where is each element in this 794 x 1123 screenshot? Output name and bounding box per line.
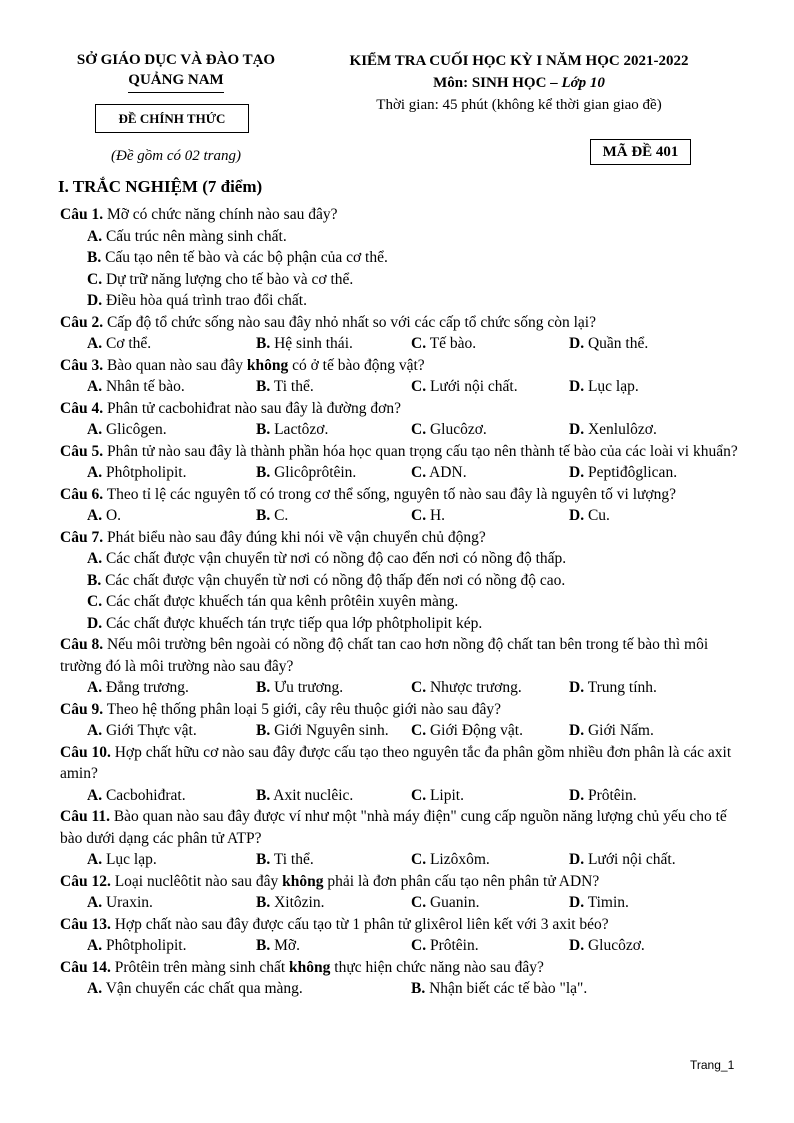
option-6a: A. O. <box>87 507 122 524</box>
options-row <box>58 720 748 742</box>
pages-note: (Đề gồm có 02 trang) <box>111 148 241 164</box>
question-10: Câu 10. Hợp chất hữu cơ nào sau đây được cấu tạo theo nguyên tắc đa phân gồm nhiều đơn phân là các axit amin? A. Cacbohiđrat. B. Axit nuclêic. C. Lipit. D. Prôtêin. <box>58 742 748 807</box>
options-row <box>58 677 748 699</box>
option-7d: D. Các chất được khuếch tán trực tiếp qua lớp phôtpholipit kép. <box>87 614 483 632</box>
option-2a: A. Cơ thể. <box>87 335 152 352</box>
question-7: Câu 7. Phát biểu nào sau đây đúng khi nói về vận chuyển chủ động? A. Các chất được vận chuyển từ nơi có nồng độ cao đến nơi có nồng độ thấp. B. Các chất được vận chuyển từ nơi có nồng độ thấp đến nơi có nồng độ cao. C. Các chất được khuếch tán qua kênh prôtêin xuyên màng. D. Các chất được khuếch tán trực tiếp qua lớp phôtpholipit kép. <box>58 527 748 635</box>
option-6d: D. Cu. <box>569 507 610 524</box>
option-7a: A. Các chất được vận chuyển từ nơi có nồng độ cao đến nơi có nồng độ thấp. <box>87 550 567 567</box>
option-9c: C. Giới Động vật. <box>411 722 523 739</box>
question-2: Câu 2. Cấp độ tổ chức sống nào sau đây nhỏ nhất so với các cấp tổ chức sống còn lại? A. Cơ thể. B. Hệ sinh thái. C. Tế bào. D. Quần thể. <box>58 312 748 355</box>
exam-subject: Môn: SINH HỌC – Lớp 10 <box>433 75 605 91</box>
question-5: Câu 5. Phân tử nào sau đây là thành phần hóa học quan trọng cấu tạo nên thành tế bào của các loài vi khuẩn? A. Phôtpholipit. B. Glicôprôtêin. C. ADN. D. Peptiđôglican. <box>58 441 748 484</box>
option-8a: A. Đẳng trương. <box>87 679 189 696</box>
option-3d: D. Lục lạp. <box>569 378 639 395</box>
options-row <box>58 978 748 1000</box>
option-1b: B. Cấu tạo nên tế bào và các bộ phận của cơ thể. <box>87 249 388 266</box>
options-row <box>58 935 748 957</box>
official-exam-box: ĐỀ CHÍNH THỨC <box>95 104 249 133</box>
question-11: Câu 11. Bào quan nào sau đây được ví như một "nhà máy điện" cung cấp nguồn năng lượng chủ yếu cho tế bào dưới dạng các phân tử ATP? A. Lục lạp. B. Ti thể. C. Lizôxôm. D. Lưới nội chất. <box>58 806 748 871</box>
option-6b: B. C. <box>256 507 289 524</box>
option-2b: B. Hệ sinh thái. <box>256 335 353 352</box>
option-11c: C. Lizôxôm. <box>411 851 490 868</box>
option-12c: C. Guanin. <box>411 894 480 911</box>
question-list <box>58 204 748 1000</box>
option-10a: A. Cacbohiđrat. <box>87 786 186 804</box>
exam-title: KIỂM TRA CUỐI HỌC KỲ I NĂM HỌC 2021-2022 <box>349 53 689 69</box>
question-4: Câu 4. Phân tử cacbohiđrat nào sau đây là đường đơn? A. Glicôgen. B. Lactôzơ. C. Glucôzơ. D. Xenlulôzơ. <box>58 398 748 441</box>
exam-code-box: MÃ ĐỀ 401 <box>590 139 691 165</box>
option-10d: D. Prôtêin. <box>569 786 637 804</box>
option-5b: B. Glicôprôtêin. <box>256 464 357 481</box>
option-1d: D. Điều hòa quá trình trao đổi chất. <box>87 292 307 309</box>
option-4c: C. Glucôzơ. <box>411 421 487 438</box>
options-row <box>58 785 748 807</box>
option-11a: A. Lục lạp. <box>87 851 157 868</box>
department-name: SỞ GIÁO DỤC VÀ ĐÀO TẠO <box>76 52 276 68</box>
option-13a: A. Phôtpholipit. <box>87 937 187 954</box>
question-3: Câu 3. Bào quan nào sau đây không có ở tế bào động vật? A. Nhân tế bào. B. Ti thể. C. Lưới nội chất. D. Lục lạp. <box>58 355 748 398</box>
option-4a: A. Glicôgen. <box>87 421 167 438</box>
option-1a: A. Cấu trúc nên màng sinh chất. <box>87 227 287 245</box>
option-9a: A. Giới Thực vật. <box>87 722 197 739</box>
question-6: Câu 6. Theo tỉ lệ các nguyên tố có trong cơ thể sống, nguyên tố nào sau đây là nguyên tố vi lượng? A. O. B. C. C. H. D. Cu. <box>58 484 748 527</box>
option-7b: B. Các chất được vận chuyển từ nơi có nồng độ thấp đến nơi có nồng độ cao. <box>87 571 566 589</box>
question-13: Câu 13. Hợp chất nào sau đây được cấu tạo từ 1 phân tử glixêrol liên kết với 3 axit béo? A. Phôtpholipit. B. Mỡ. C. Prôtêin. D. Glucôzơ. <box>58 914 748 957</box>
options-row <box>58 376 748 398</box>
options-row <box>58 462 748 484</box>
option-5d: D. Peptiđôglican. <box>569 464 678 481</box>
options-row <box>58 419 748 441</box>
options-row <box>58 892 748 914</box>
option-8d: D. Trung tính. <box>569 679 657 696</box>
option-9b: B. Giới Nguyên sinh. <box>256 722 389 739</box>
page-number: Trang_1 <box>690 1058 735 1072</box>
option-12d: D. Timin. <box>569 894 629 911</box>
option-2c: C. Tế bào. <box>411 335 477 352</box>
province-name: QUẢNG NAM <box>128 70 223 93</box>
question-12: Câu 12. Loại nuclêôtit nào sau đây không phải là đơn phân cấu tạo nên phân tử ADN? A. Uraxin. B. Xitôzin. C. Guanin. D. Timin. <box>58 871 748 914</box>
option-3a: A. Nhân tế bào. <box>87 378 185 395</box>
option-11d: D. Lưới nội chất. <box>569 851 676 868</box>
option-6c: C. H. <box>411 507 446 524</box>
option-3b: B. Ti thể. <box>256 378 314 395</box>
option-1c: C. Dự trữ năng lượng cho tế bào và cơ thể. <box>87 270 354 288</box>
option-3c: C. Lưới nội chất. <box>411 378 518 395</box>
section-title: I. TRẮC NGHIỆM (7 điểm) <box>58 177 263 196</box>
option-8c: C. Nhược trương. <box>411 679 522 696</box>
option-5c: C. ADN. <box>411 464 467 481</box>
options-row <box>58 505 748 527</box>
department-header <box>56 50 296 93</box>
option-9d: D. Giới Nấm. <box>569 722 654 739</box>
options-row <box>58 849 748 871</box>
option-8b: B. Ưu trương. <box>256 679 344 696</box>
exam-time: Thời gian: 45 phút (không kể thời gian giao đề) <box>376 97 662 113</box>
option-4b: B. Lactôzơ. <box>256 421 329 438</box>
option-13c: C. Prôtêin. <box>411 937 479 954</box>
option-7c: C. Các chất được khuếch tán qua kênh prôtêin xuyên màng. <box>87 593 459 610</box>
option-10c: C. Lipit. <box>411 786 464 804</box>
exam-header <box>300 50 738 116</box>
option-10b: B. Axit nuclêic. <box>256 786 354 804</box>
option-12a: A. Uraxin. <box>87 894 153 911</box>
option-5a: A. Phôtpholipit. <box>87 464 187 481</box>
option-12b: B. Xitôzin. <box>256 894 325 911</box>
option-14a: A. Vận chuyển các chất qua màng. <box>87 980 303 997</box>
options-row <box>58 333 748 355</box>
option-14b: B. Nhận biết các tế bào "lạ". <box>411 980 588 997</box>
question-1: Câu 1. Mỡ có chức năng chính nào sau đây? A. Cấu trúc nên màng sinh chất. B. Cấu tạo nên tế bào và các bộ phận của cơ thể. C. Dự trữ năng lượng cho tế bào và cơ thể. D. Điều hòa quá trình trao đổi chất. <box>58 204 748 312</box>
option-2d: D. Quần thể. <box>569 335 649 352</box>
option-11b: B. Ti thể. <box>256 851 314 868</box>
option-4d: D. Xenlulôzơ. <box>569 421 657 438</box>
option-13d: D. Glucôzơ. <box>569 937 645 954</box>
question-9: Câu 9. Theo hệ thống phân loại 5 giới, cây rêu thuộc giới nào sau đây? A. Giới Thực vật. B. Giới Nguyên sinh. C. Giới Động vật. D. Giới Nấm. <box>58 699 748 742</box>
question-8: Câu 8. Nếu môi trường bên ngoài có nồng độ chất tan cao hơn nồng độ chất tan bên trong tế bào thì môi trường đó là môi trường nào sau đây? A. Đẳng trương. B. Ưu trương. C. Nhược trương. D. Trung tính. <box>58 634 748 699</box>
question-14: Câu 14. Prôtêin trên màng sinh chất không thực hiện chức năng nào sau đây? A. Vận chuyển các chất qua màng. B. Nhận biết các tế bào "lạ". <box>58 957 748 1000</box>
option-13b: B. Mỡ. <box>256 937 300 954</box>
